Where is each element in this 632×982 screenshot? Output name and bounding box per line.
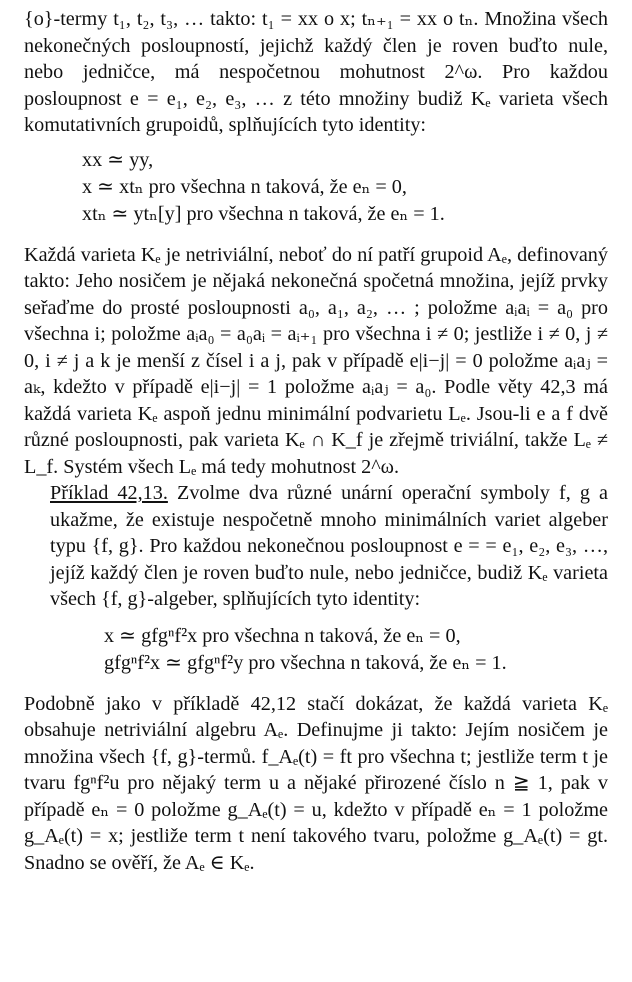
identity-3: xtₙ ≃ ytₙ[y] pro všechna n taková, že eₙ = 1.: [82, 202, 445, 225]
example-title: Příklad 42,13.: [50, 482, 168, 504]
identity-2: x ≃ xtₙ pro všechna n taková, že eₙ = 0,: [82, 175, 407, 198]
paragraph-1: [24, 6, 608, 139]
paragraph-3: [24, 480, 608, 613]
identities-block-1: [82, 147, 608, 228]
identities-block-2: [104, 623, 608, 677]
paragraph-4-text: Podobně jako v příkladě 42,12 stačí dokázat, že každá varieta Kₑ obsahuje netriviální algebru Aₑ. Definujme ji takto: Jejím nosičem je množina všech {f, g}-termů. f_Aₑ(t) = ft pro všechna t; jestliže term t je tvaru fgⁿf²u pro nějaký term u a nějaké přirozené číslo n ≧ 1, pak v případě eₙ = 0 položme g_Aₑ(t) = u, kdežto v případě eₙ = 1 položme g_Aₑ(t) = x; jestliže term t není takového tvaru, položme g_Aₑ(t) = gt. Snadno se ověří, že Aₑ ∈ Kₑ.: [24, 692, 608, 874]
paragraph-2: [24, 242, 608, 481]
identity-4: x ≃ gfgⁿf²x pro všechna n taková, že eₙ = 0,: [104, 624, 461, 647]
identity-5: gfgⁿf²x ≃ gfgⁿf²y pro všechna n taková, že eₙ = 1.: [104, 651, 507, 674]
paragraph-2-text: Každá varieta Kₑ je netriviální, neboť do ní patří grupoid Aₑ, definovaný takto: Jeho nosičem je nějaká nekonečná spočetná množina, jejíž prvky seřaďme do prosté posloupnosti a₀, a₁, a₂, … ; položme aᵢaᵢ = a₀ pro všechna i; položme aᵢa₀ = a₀aᵢ = aᵢ₊₁ pro všechna i ≠ 0; jestliže i ≠ 0, j ≠ 0, i ≠ j a k je menší z čísel i a j, pak v případě e|i−j| = 0 položme aᵢaⱼ = aₖ, kdežto v případě e|i−j| = 1 položme aᵢaⱼ = a₀. Podle věty 42,3 má každá varieta Kₑ aspoň jednu minimální podvarietu Lₑ. Jsou-li e a f dvě různé posloupnosti, pak varieta Kₑ ∩ K_f je zřejmě triviální, takže Lₑ ≠ L_f. Systém všech Lₑ má tedy mohutnost 2^ω.: [24, 243, 608, 478]
paragraph-3-text: Zvolme dva různé unární operační symboly f, g a ukažme, že existuje nespočetně mnoho minimálních variet algeber typu {f, g}. Pro každou nekonečnou posloupnost e = = e₁, e₂, e₃, …, jejíž každý člen je roven buďto nule, nebo jedničce, budiž Kₑ varieta všech {f, g}-algeber, splňujících tyto identity:: [50, 482, 608, 610]
identity-1: xx ≃ yy,: [82, 148, 154, 171]
paragraph-1-text: {o}-termy t₁, t₂, t₃, … takto: t₁ = xx o x; tₙ₊₁ = xx o tₙ. Množina všech nekonečných posloupností, jejichž každý člen je roven buďto nule, nebo jedničce, má nespočetnou mohutnost 2^ω. Pro každou posloupnost e = e₁, e₂, e₃, … z této množiny budiž Kₑ varieta všech komutativních grupoidů, splňujících tyto identity:: [24, 8, 608, 136]
paragraph-4: [24, 691, 608, 877]
